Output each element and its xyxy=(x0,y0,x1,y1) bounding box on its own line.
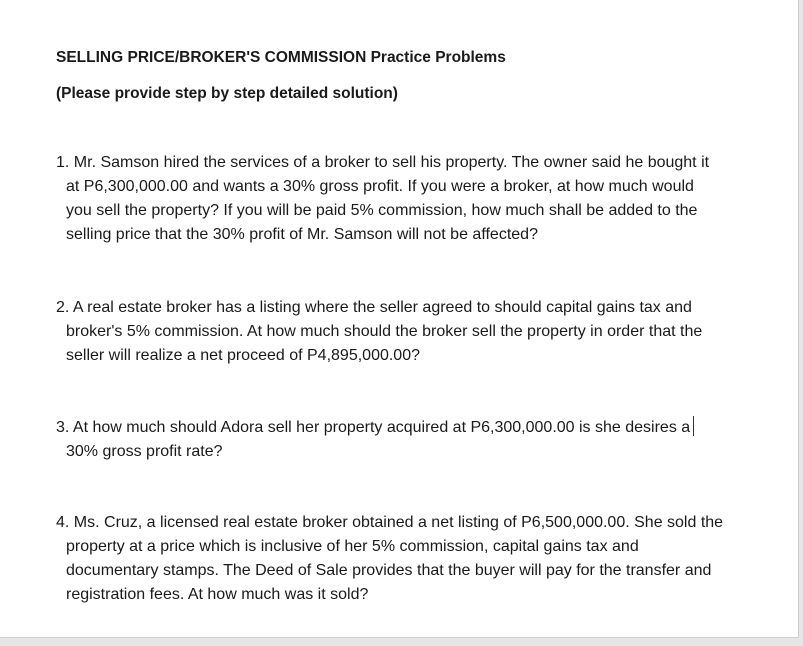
document-title: SELLING PRICE/BROKER'S COMMISSION Practice Problems xyxy=(56,49,506,66)
problem-4-line-4: registration fees. At how much was it sold? xyxy=(66,586,369,603)
problem-1-line-4: selling price that the 30% profit of Mr. Samson will not be affected? xyxy=(66,226,538,243)
problem-4-line-3: documentary stamps. The Deed of Sale provides that the buyer will pay for the transfer and xyxy=(66,562,712,579)
problem-3 xyxy=(56,416,771,464)
problem-3-line-2: 30% gross profit rate? xyxy=(66,443,223,460)
problem-1-line-1: 1. Mr. Samson hired the services of a broker to sell his property. The owner said he bought it xyxy=(56,154,710,171)
problem-4-line-2: property at a price which is inclusive of her 5% commission, capital gains tax and xyxy=(66,538,639,555)
document-subtitle: (Please provide step by step detailed solution) xyxy=(56,85,398,102)
problem-2 xyxy=(56,296,771,368)
problem-4-line-1: 4. Ms. Cruz, a licensed real estate broker obtained a net listing of P6,500,000.00. She sold the xyxy=(56,514,724,531)
problem-1 xyxy=(56,151,771,247)
problem-2-line-1: 2. A real estate broker has a listing where the seller agreed to should capital gains tax and xyxy=(56,299,692,316)
problem-2-line-3: seller will realize a net proceed of P4,895,000.00? xyxy=(66,347,420,364)
problem-4 xyxy=(56,511,771,607)
problem-3-line-1-text: 3. At how much should Adora sell her property acquired at P6,300,000.00 is she desires a xyxy=(56,419,691,436)
problem-1-line-3: you sell the property? If you will be paid 5% commission, how much shall be added to the xyxy=(66,202,698,219)
text-cursor xyxy=(693,416,694,436)
problem-2-line-2: broker's 5% commission. At how much should the broker sell the property in order that the xyxy=(66,323,703,340)
problem-3-line-1 xyxy=(56,416,771,440)
problem-1-line-2: at P6,300,000.00 and wants a 30% gross profit. If you were a broker, at how much would xyxy=(66,178,694,195)
